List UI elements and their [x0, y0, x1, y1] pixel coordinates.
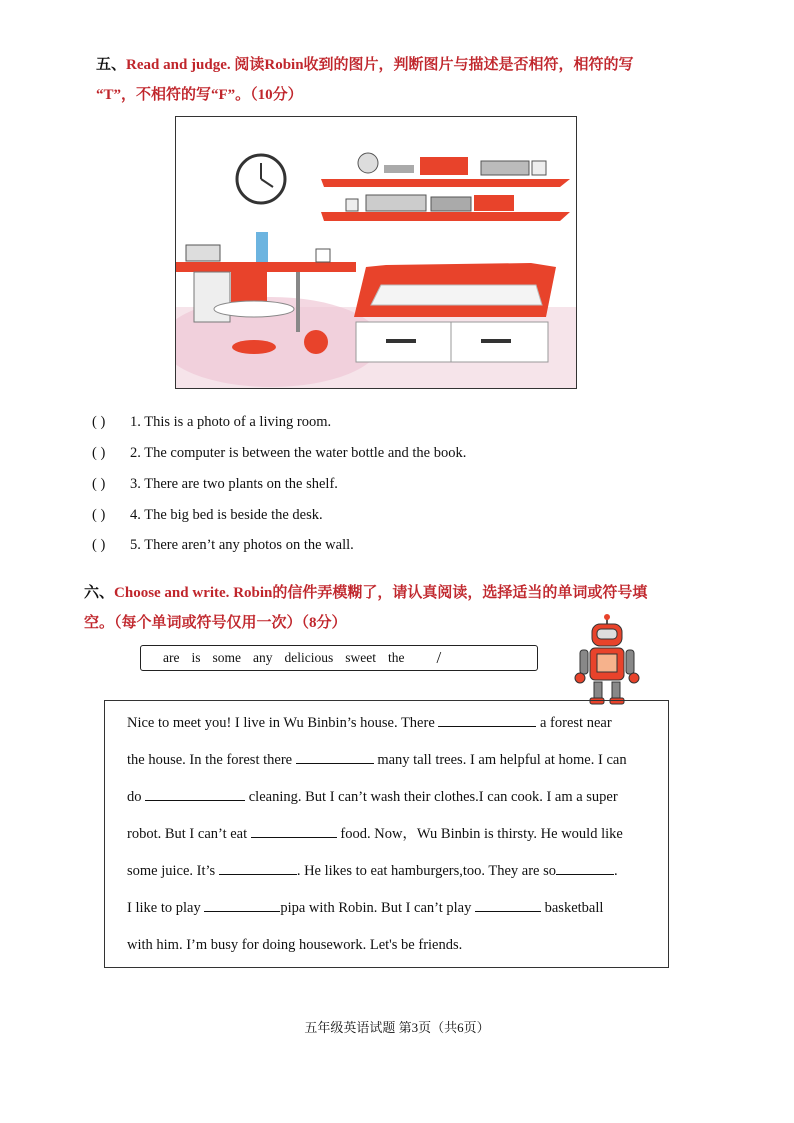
blank-1[interactable] [438, 712, 536, 727]
room-picture [175, 116, 577, 389]
section5-heading [96, 50, 676, 110]
word-bank [140, 645, 538, 671]
laptop-icon [186, 245, 220, 261]
blank-5[interactable] [219, 860, 297, 875]
question-1 [92, 414, 331, 431]
question-text: 5. There aren’t any photos on the wall. [130, 537, 354, 553]
blank-6[interactable] [556, 860, 614, 875]
letter-line-1: Nice to meet you! I live in Wu Binbin’s house. There a forest near [127, 705, 658, 742]
word-bank-item: delicious [284, 650, 334, 665]
room-illustration [176, 117, 576, 388]
page-footer: 五年级英语试题 第3页（共6页） [304, 1020, 490, 1035]
word-bank-item: / [436, 648, 442, 667]
word-bank-item: any [253, 650, 273, 665]
ball-icon [358, 153, 378, 173]
section5-instruction-2: “T”，不相符的写“F”。（10分） [96, 87, 303, 103]
blank-8[interactable] [475, 897, 541, 912]
answer-paren[interactable]: ( ) [92, 445, 106, 461]
question-4 [92, 507, 323, 524]
clock-icon [237, 155, 285, 203]
question-2 [92, 445, 466, 462]
shelf-top [321, 179, 570, 187]
section6-instruction-2: 空。（每个单词或符号仅用一次）（8分） [84, 615, 347, 631]
question-text: 3. There are two plants on the shelf. [130, 476, 338, 492]
blank-4[interactable] [251, 823, 337, 838]
word-bank-item: some [212, 650, 241, 665]
letter-line-7: with him. I’m busy for doing housework. Let's be friends. [127, 937, 463, 953]
shelf-bottom [321, 212, 570, 221]
letter-line-5: some juice. It’s . He likes to eat hamburgers,too. They are so . [127, 853, 658, 890]
word-bank-item: sweet [345, 650, 376, 665]
section5-number: 五、 [96, 57, 127, 73]
answer-paren[interactable]: ( ) [92, 476, 106, 492]
letter-line-2: the house. In the forest there many tall trees. I am helpful at home. I can [127, 742, 658, 779]
section6-title: Choose and write. [114, 585, 230, 601]
word-bank-item: are [163, 650, 180, 665]
question-3 [92, 476, 338, 493]
letter-line-4: robot. But I can’t eat food. Now，Wu Binbin is thirsty. He would like [127, 816, 658, 853]
answer-paren[interactable]: ( ) [92, 414, 106, 430]
question-5 [92, 537, 354, 554]
word-bank-item: is [191, 650, 201, 665]
answer-paren[interactable]: ( ) [92, 507, 106, 523]
blank-7[interactable] [204, 897, 280, 912]
section5-instruction: 阅读Robin收到的图片，判断图片与描述是否相符，相符的写 [230, 57, 634, 73]
water-bottle-icon [256, 232, 268, 262]
section5-title: Read and judge. [126, 57, 231, 73]
letter-box [104, 700, 669, 968]
word-bank-item: the [388, 650, 405, 665]
question-text: 1. This is a photo of a living room. [130, 414, 332, 430]
letter-line-3: do cleaning. But I can’t wash their clothes.I can cook. I am a super [127, 779, 658, 816]
question-text: 2. The computer is between the water bottle and the book. [130, 445, 467, 461]
robot-icon [572, 614, 642, 706]
question-text: 4. The big bed is beside the desk. [130, 507, 323, 523]
answer-paren[interactable]: ( ) [92, 537, 106, 553]
section6-number: 六、 [84, 585, 115, 601]
blank-3[interactable] [145, 786, 245, 801]
section6-instruction: Robin的信件弄模糊了，请认真阅读，选择适当的单词或符号填 [229, 585, 648, 601]
blank-2[interactable] [296, 749, 374, 764]
letter-line-6: I like to play pipa with Robin. But I can’t play basketball [127, 890, 658, 927]
